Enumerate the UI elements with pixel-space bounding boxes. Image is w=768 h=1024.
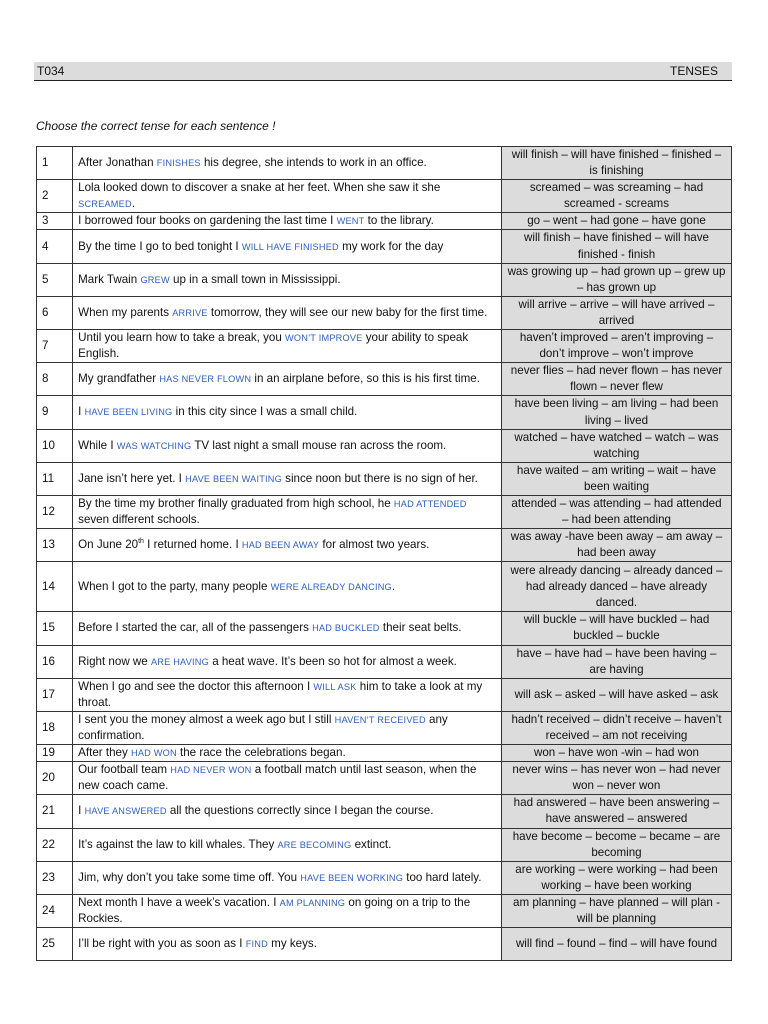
sentence-cell <box>73 230 502 263</box>
answer-text: ARE HAVING <box>150 656 209 667</box>
sentence-cell <box>73 762 502 795</box>
row-number: 16 <box>37 645 73 678</box>
table-row <box>37 645 732 678</box>
row-number: 7 <box>37 330 73 363</box>
sentence-before: When my parents <box>78 305 173 319</box>
row-number: 4 <box>37 230 73 263</box>
row-number: 6 <box>37 296 73 329</box>
sentence-after: my keys. <box>267 937 317 951</box>
answer-text: HAD NEVER WON <box>170 765 252 776</box>
sentence-before: I’ll be right with you as soon as I <box>78 937 246 951</box>
sentence-before: Our football team <box>78 763 171 777</box>
sentence-after: . <box>131 197 136 211</box>
worksheet-code: T034 <box>37 64 65 78</box>
sentence-cell <box>73 529 502 562</box>
answer-text: ARRIVE <box>172 307 208 318</box>
row-number: 10 <box>37 429 73 462</box>
sentence-after: tomorrow, they will see our new baby for the first time. <box>207 305 488 319</box>
sentence-before: While I <box>78 438 117 452</box>
sentence-before: My grandfather <box>78 372 160 386</box>
sentence-after: their seat belts. <box>379 621 462 635</box>
table-row <box>37 363 732 396</box>
sentence-before: When I go and see the doctor this afternoon I <box>78 679 314 693</box>
options-cell: never flies – had never flown – has never flown – never flew <box>501 363 731 396</box>
answer-text: ARE BECOMING <box>277 839 352 850</box>
sentence-cell <box>73 495 502 528</box>
row-number: 3 <box>37 213 73 230</box>
answer-text: FIND <box>245 939 268 950</box>
table-row <box>37 147 732 180</box>
table-row <box>37 429 732 462</box>
sentence-after: any confirmation. <box>78 712 448 742</box>
table-row <box>37 230 732 263</box>
table-row <box>37 928 732 961</box>
answer-text: HAVE BEEN LIVING <box>84 407 173 418</box>
options-cell: are working – were working – had been working – have been working <box>501 861 731 894</box>
sentence-cell <box>73 180 502 213</box>
options-cell: watched – have watched – watch – was watching <box>501 429 731 462</box>
sentence-cell <box>73 861 502 894</box>
options-cell: will ask – asked – will have asked – ask <box>501 678 731 711</box>
page-header <box>34 62 732 81</box>
options-cell: will finish – will have finished – finished – is finishing <box>501 147 731 180</box>
table-row <box>37 795 732 828</box>
options-cell: was growing up – had grown up – grew up – has grown up <box>501 263 731 296</box>
table-row <box>37 296 732 329</box>
row-number: 23 <box>37 861 73 894</box>
sentence-before: Before I started the car, all of the passengers <box>78 621 313 635</box>
sentence-after: all the questions correctly since I began the course. <box>166 804 434 818</box>
row-number: 18 <box>37 711 73 744</box>
row-number: 12 <box>37 495 73 528</box>
sentence-cell <box>73 711 502 744</box>
sentence-after: since noon but there is no sign of her. <box>281 471 478 485</box>
options-cell: am planning – have planned – will plan -will be planning <box>501 894 731 927</box>
sentence-after: to the library. <box>364 214 434 228</box>
sentence-after: his degree, she intends to work in an office. <box>200 156 427 170</box>
answer-text: WAS WATCHING <box>116 440 192 451</box>
options-cell: were already dancing – already danced – had already danced – have already danced. <box>501 562 731 612</box>
sentence-after: in an airplane before, so this is his first time. <box>251 372 480 386</box>
answer-text: HAVE ANSWERED <box>84 806 167 817</box>
row-number: 21 <box>37 795 73 828</box>
sentence-before: Mark Twain <box>78 272 141 286</box>
table-row <box>37 213 732 230</box>
answer-text: WON’T IMPROVE <box>285 333 363 344</box>
sentence-before: I <box>78 405 85 419</box>
sentence-after: extinct. <box>351 837 392 851</box>
table-row <box>37 396 732 429</box>
options-cell: screamed – was screaming – had screamed - screams <box>501 180 731 213</box>
table-row <box>37 330 732 363</box>
options-cell: was away -have been away – am away – had been away <box>501 529 731 562</box>
answer-text: HAD BUCKLED <box>312 623 380 634</box>
tenses-table <box>36 146 732 961</box>
sentence-after: him to take a look at my throat. <box>78 679 483 709</box>
row-number: 1 <box>37 147 73 180</box>
options-cell: will find – found – find – will have found <box>501 928 731 961</box>
answer-text: HAVE BEEN WAITING <box>185 473 282 484</box>
options-cell: have waited – am writing – wait – have been waiting <box>501 462 731 495</box>
options-cell: go – went – had gone – have gone <box>501 213 731 230</box>
sentence-cell <box>73 462 502 495</box>
row-number: 8 <box>37 363 73 396</box>
sentence-before: Jim, why don’t you take some time off. You <box>78 870 301 884</box>
table-row <box>37 861 732 894</box>
sentence-cell <box>73 363 502 396</box>
sentence-before-2: I returned home. I <box>143 538 242 552</box>
row-number: 15 <box>37 612 73 645</box>
options-cell: will buckle – will have buckled – had buckled – buckle <box>501 612 731 645</box>
options-cell: have become – become – became – are becoming <box>501 828 731 861</box>
table-row <box>37 562 732 612</box>
sentence-after: too hard lately. <box>403 870 482 884</box>
sentence-after: for almost two years. <box>319 538 430 552</box>
sentence-cell <box>73 612 502 645</box>
answer-text: FINISHES <box>156 158 201 169</box>
sentence-before: It’s against the law to kill whales. They <box>78 837 278 851</box>
sentence-before: After Jonathan <box>78 156 157 170</box>
answer-text: SCREAMED <box>78 199 132 210</box>
table-row <box>37 711 732 744</box>
options-cell: attended – was attending – had attended – had been attending <box>501 495 731 528</box>
sentence-cell <box>73 928 502 961</box>
options-cell: will finish – have finished – will have finished - finish <box>501 230 731 263</box>
sentence-before: I <box>78 804 85 818</box>
sentence-cell <box>73 263 502 296</box>
sentence-before: Jane isn’t here yet. I <box>78 471 186 485</box>
options-cell: had answered – have been answering – have answered – answered <box>501 795 731 828</box>
answer-text: WENT <box>336 216 365 227</box>
row-number: 5 <box>37 263 73 296</box>
sentence-before: Until you learn how to take a break, you <box>78 331 286 345</box>
table-row <box>37 828 732 861</box>
sentence-before: Lola looked down to discover a snake at her feet. When she saw it she <box>78 181 441 195</box>
answer-text: HAD BEEN AWAY <box>241 540 320 551</box>
sentence-before: I sent you the money almost a week ago but I still <box>78 712 335 726</box>
instruction-text: Choose the correct tense for each sentence ! <box>36 119 276 133</box>
superscript: th <box>138 538 144 546</box>
row-number: 14 <box>37 562 73 612</box>
sentence-cell <box>73 330 502 363</box>
sentence-after: . <box>391 579 396 593</box>
sentence-after: a heat wave. It’s been so hot for almost a week. <box>208 654 457 668</box>
sentence-after: a football match until last season, when the new coach came. <box>78 763 477 793</box>
worksheet-topic: TENSES <box>669 64 718 78</box>
options-cell: never wins – has never won – had never won – never won <box>501 762 731 795</box>
table-row <box>37 529 732 562</box>
row-number: 24 <box>37 894 73 927</box>
answer-text: HAVE BEEN WORKING <box>300 872 404 883</box>
sentence-before: I borrowed four books on gardening the last time I <box>78 214 337 228</box>
answer-text: GREW <box>140 274 170 285</box>
sentence-after: seven different schools. <box>78 513 200 527</box>
sentence-before: By the time my brother finally graduated from high school, he <box>78 496 394 510</box>
sentence-before: After they <box>78 746 131 760</box>
row-number: 11 <box>37 462 73 495</box>
sentence-cell <box>73 828 502 861</box>
options-cell: have – have had – have been having – are having <box>501 645 731 678</box>
table-row <box>37 762 732 795</box>
options-cell: won – have won -win – had won <box>501 745 731 762</box>
sentence-after: my work for the day <box>338 239 444 253</box>
row-number: 9 <box>37 396 73 429</box>
row-number: 13 <box>37 529 73 562</box>
sentence-before: Next month I have a week’s vacation. I <box>78 895 280 909</box>
sentence-cell <box>73 745 502 762</box>
table-row <box>37 263 732 296</box>
answer-text: HAD WON <box>130 748 177 759</box>
sentence-cell <box>73 213 502 230</box>
table-row <box>37 180 732 213</box>
sentence-after: up in a small town in Mississippi. <box>169 272 341 286</box>
row-number: 19 <box>37 745 73 762</box>
options-cell: hadn’t received – didn’t receive – haven’t received – am not receiving <box>501 711 731 744</box>
answer-text: AM PLANNING <box>279 897 346 908</box>
table-row <box>37 678 732 711</box>
row-number: 17 <box>37 678 73 711</box>
sentence-before: Right now we <box>78 654 151 668</box>
options-cell: have been living – am living – had been living – lived <box>501 396 731 429</box>
options-cell: will arrive – arrive – will have arrived – arrived <box>501 296 731 329</box>
row-number: 22 <box>37 828 73 861</box>
row-number: 25 <box>37 928 73 961</box>
answer-text: WILL ASK <box>313 681 357 692</box>
sentence-before: When I got to the party, many people <box>78 579 271 593</box>
options-cell: haven’t improved – aren’t improving – don’t improve – won’t improve <box>501 330 731 363</box>
sentence-after: your ability to speak English. <box>78 331 469 361</box>
sentence-cell <box>73 429 502 462</box>
answer-text: HAVEN’T RECEIVED <box>334 714 426 725</box>
sentence-cell <box>73 894 502 927</box>
table-row <box>37 495 732 528</box>
sentence-cell <box>73 147 502 180</box>
sentence-cell <box>73 645 502 678</box>
table-row <box>37 745 732 762</box>
sentence-before: On June 20 <box>78 538 139 552</box>
sentence-after: the race the celebrations began. <box>176 746 346 760</box>
table-row <box>37 462 732 495</box>
sentence-cell <box>73 296 502 329</box>
sentence-after: on going on a trip to the Rockies. <box>78 895 471 926</box>
sentence-cell <box>73 562 502 612</box>
row-number: 20 <box>37 762 73 795</box>
sentence-before: By the time I go to bed tonight I <box>78 239 242 253</box>
sentence-cell <box>73 795 502 828</box>
answer-text: WILL HAVE FINISHED <box>241 241 339 252</box>
sentence-after: TV last night a small mouse ran across the room. <box>191 438 447 452</box>
table-row <box>37 612 732 645</box>
answer-text: HAS NEVER FLOWN <box>159 374 252 385</box>
row-number: 2 <box>37 180 73 213</box>
answer-text: HAD ATTENDED <box>393 498 467 509</box>
sentence-cell <box>73 678 502 711</box>
answer-text: WERE ALREADY DANCING <box>270 581 392 592</box>
table-row <box>37 894 732 927</box>
sentence-after: in this city since I was a small child. <box>172 405 358 419</box>
sentence-cell <box>73 396 502 429</box>
